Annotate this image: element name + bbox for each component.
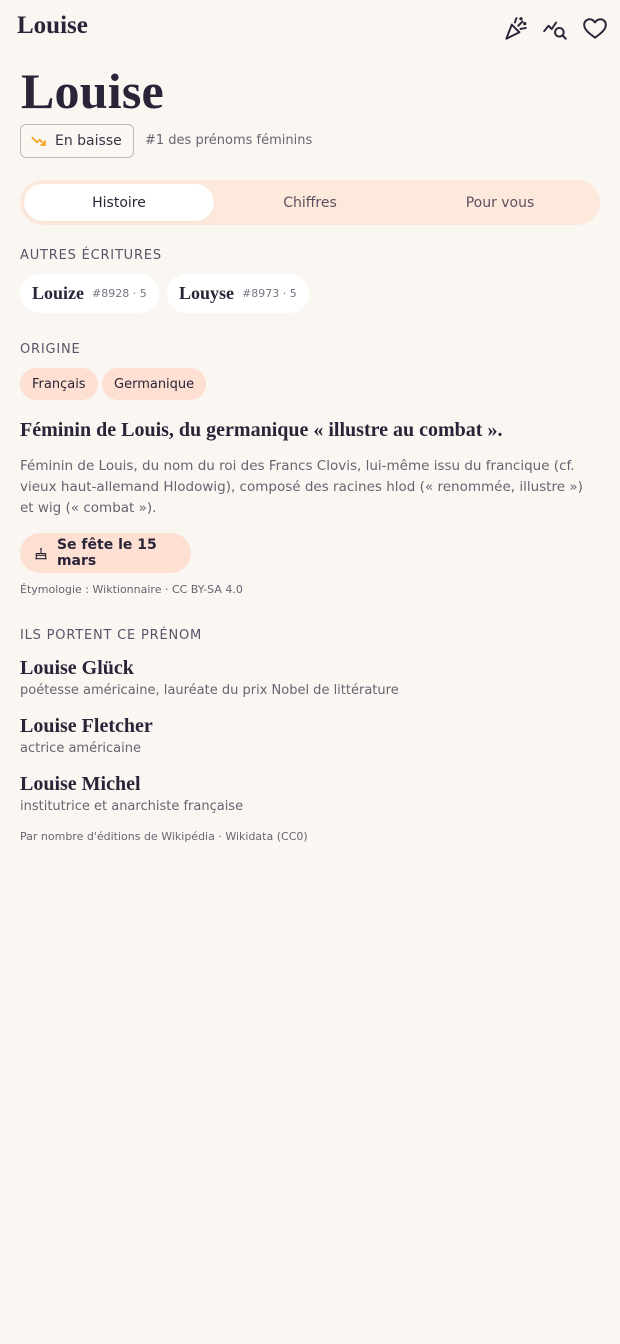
- meaning-body: Féminin de Louis, du nom du roi des Francs Clovis, lui-même issu du francique (cf. vieux haut-allemand Hlodowig), composé des racines hlod (« renommée, illustre ») et wig (« combat »).: [20, 458, 583, 516]
- tab-histoire[interactable]: Histoire: [24, 184, 214, 221]
- person-item: [20, 773, 600, 814]
- tab-chiffres[interactable]: Chiffres: [283, 194, 337, 211]
- person-name[interactable]: Louise Glück: [20, 657, 134, 679]
- variant-chip-louize[interactable]: [20, 274, 159, 313]
- name-title: Louise: [21, 63, 164, 119]
- person-description: institutrice et anarchiste française: [20, 799, 244, 814]
- etymology-source: Étymologie : Wiktionnaire · CC BY-SA 4.0: [20, 583, 243, 596]
- variant-meta: #8973 · 5: [242, 287, 297, 300]
- variant-name: Louyse: [179, 283, 235, 303]
- origin-tag-germanique: Germanique: [102, 368, 206, 400]
- tab-pour-vous[interactable]: Pour vous: [465, 194, 535, 211]
- person-item: [20, 657, 600, 698]
- person-description: actrice américaine: [20, 741, 141, 756]
- meaning-title: Féminin de Louis, du germanique « illustre au combat ».: [20, 419, 503, 441]
- variant-meta: #8928 · 5: [92, 287, 147, 300]
- variant-name: Louize: [32, 283, 84, 303]
- trend-badge[interactable]: [20, 124, 134, 158]
- person-item: [20, 715, 600, 756]
- rank-text: #1 des prénoms féminins: [145, 133, 313, 148]
- people-heading: ILS PORTENT CE PRÉNOM: [20, 628, 203, 643]
- person-description: poétesse américaine, lauréate du prix Nobel de littérature: [20, 683, 399, 698]
- tab-bar: [20, 180, 600, 225]
- variants-heading: AUTRES ÉCRITURES: [20, 248, 162, 263]
- party-popper-icon[interactable]: [502, 16, 528, 42]
- top-actions: [502, 16, 608, 42]
- trend-search-icon[interactable]: [542, 16, 568, 42]
- cake-icon: [34, 546, 48, 561]
- top-bar: [0, 0, 620, 56]
- person-name[interactable]: Louise Fletcher: [20, 715, 153, 737]
- trend-label: En baisse: [55, 133, 122, 149]
- origin-heading: ORIGINE: [20, 342, 81, 357]
- origin-tag-francais: Français: [20, 368, 98, 400]
- variant-chip-louyse[interactable]: [167, 274, 309, 313]
- person-name[interactable]: Louise Michel: [20, 773, 141, 795]
- people-source: Par nombre d'éditions de Wikipédia · Wikidata (CC0): [20, 830, 308, 843]
- heart-icon[interactable]: [582, 16, 608, 42]
- feast-day-chip[interactable]: [20, 533, 191, 573]
- feast-day-label: Se fête le 15 mars: [56, 537, 157, 569]
- app-title: Louise: [17, 12, 88, 39]
- trend-down-icon: [31, 133, 47, 149]
